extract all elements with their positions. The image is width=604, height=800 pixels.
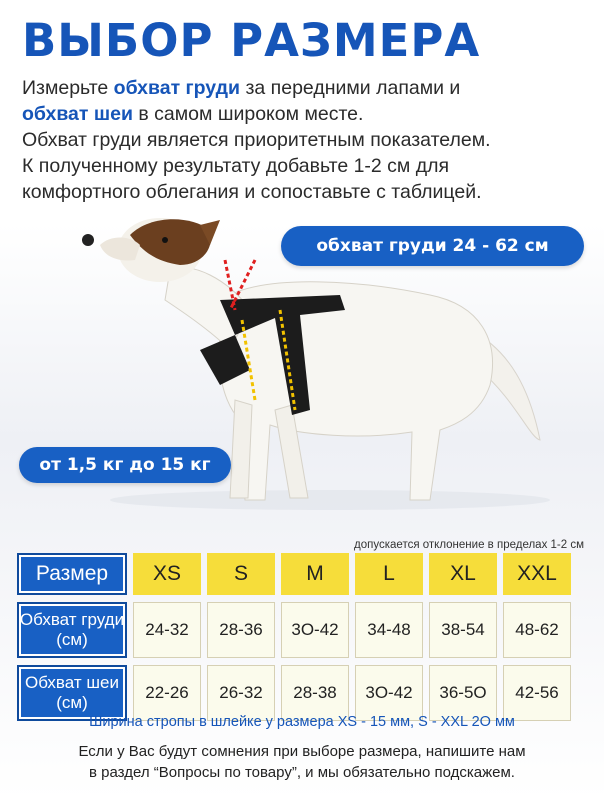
footer-line-2: в раздел “Вопросы по товару”, и мы обязательно подскажем. [89, 764, 515, 781]
neck-highlight: обхват шеи [22, 103, 133, 125]
page-title: ВЫБОР РАЗМЕРА [22, 14, 481, 67]
size-cell-xxl: XXL [503, 553, 571, 595]
neck-row [17, 665, 577, 721]
chest-value-xs: 24-32 [133, 602, 201, 658]
footer-line-1: Если у Вас будут сомнения при выборе размера, напишите нам [78, 743, 526, 760]
size-cell-xl: XL [429, 553, 497, 595]
neck-value-xl: 36-5О [429, 665, 497, 721]
intro-line-5: комфортного облегания и сопоставьте с таблицей. [22, 181, 482, 203]
chest-value-s: 28-36 [207, 602, 275, 658]
size-cell-xs: XS [133, 553, 201, 595]
intro-line-4: К полученному результату добавьте 1-2 см для [22, 155, 450, 177]
intro-text [22, 75, 592, 205]
neck-value-s: 26-32 [207, 665, 275, 721]
footer-note [0, 741, 604, 783]
size-label-cell: Размер [17, 553, 127, 595]
chest-value-m: 3О-42 [281, 602, 349, 658]
chest-value-xxl: 48-62 [503, 602, 571, 658]
size-cell-s: S [207, 553, 275, 595]
neck-value-xs: 22-26 [133, 665, 201, 721]
intro-line-2: обхват шеи в самом широком месте. [22, 103, 364, 125]
size-cell-l: L [355, 553, 423, 595]
size-header-row [17, 553, 577, 595]
chest-label-cell: Обхват груди (см) [17, 602, 127, 658]
neck-value-m: 28-38 [281, 665, 349, 721]
chest-highlight: обхват груди [113, 77, 241, 99]
chest-value-xl: 38-54 [429, 602, 497, 658]
strap-width-note: Ширина стропы в шлейке у размера XS - 15 мм, S - XXL 2О мм [89, 714, 515, 730]
deviation-note: допускается отклонение в пределах 1-2 см [354, 539, 584, 551]
neck-value-xxl: 42-56 [503, 665, 571, 721]
intro-line-1: Измерьте обхват груди за передними лапами и [22, 77, 461, 99]
chest-value-l: 34-48 [355, 602, 423, 658]
intro-line-3: Обхват груди является приоритетным показателем. [22, 129, 491, 151]
chest-row [17, 602, 577, 658]
size-cell-m: M [281, 553, 349, 595]
neck-label-cell: Обхват шеи (см) [17, 665, 127, 721]
weight-range-badge: от 1,5 кг до 15 кг [19, 447, 231, 483]
chest-range-badge: обхват груди 24 - 62 см [281, 226, 584, 266]
neck-value-l: 3О-42 [355, 665, 423, 721]
